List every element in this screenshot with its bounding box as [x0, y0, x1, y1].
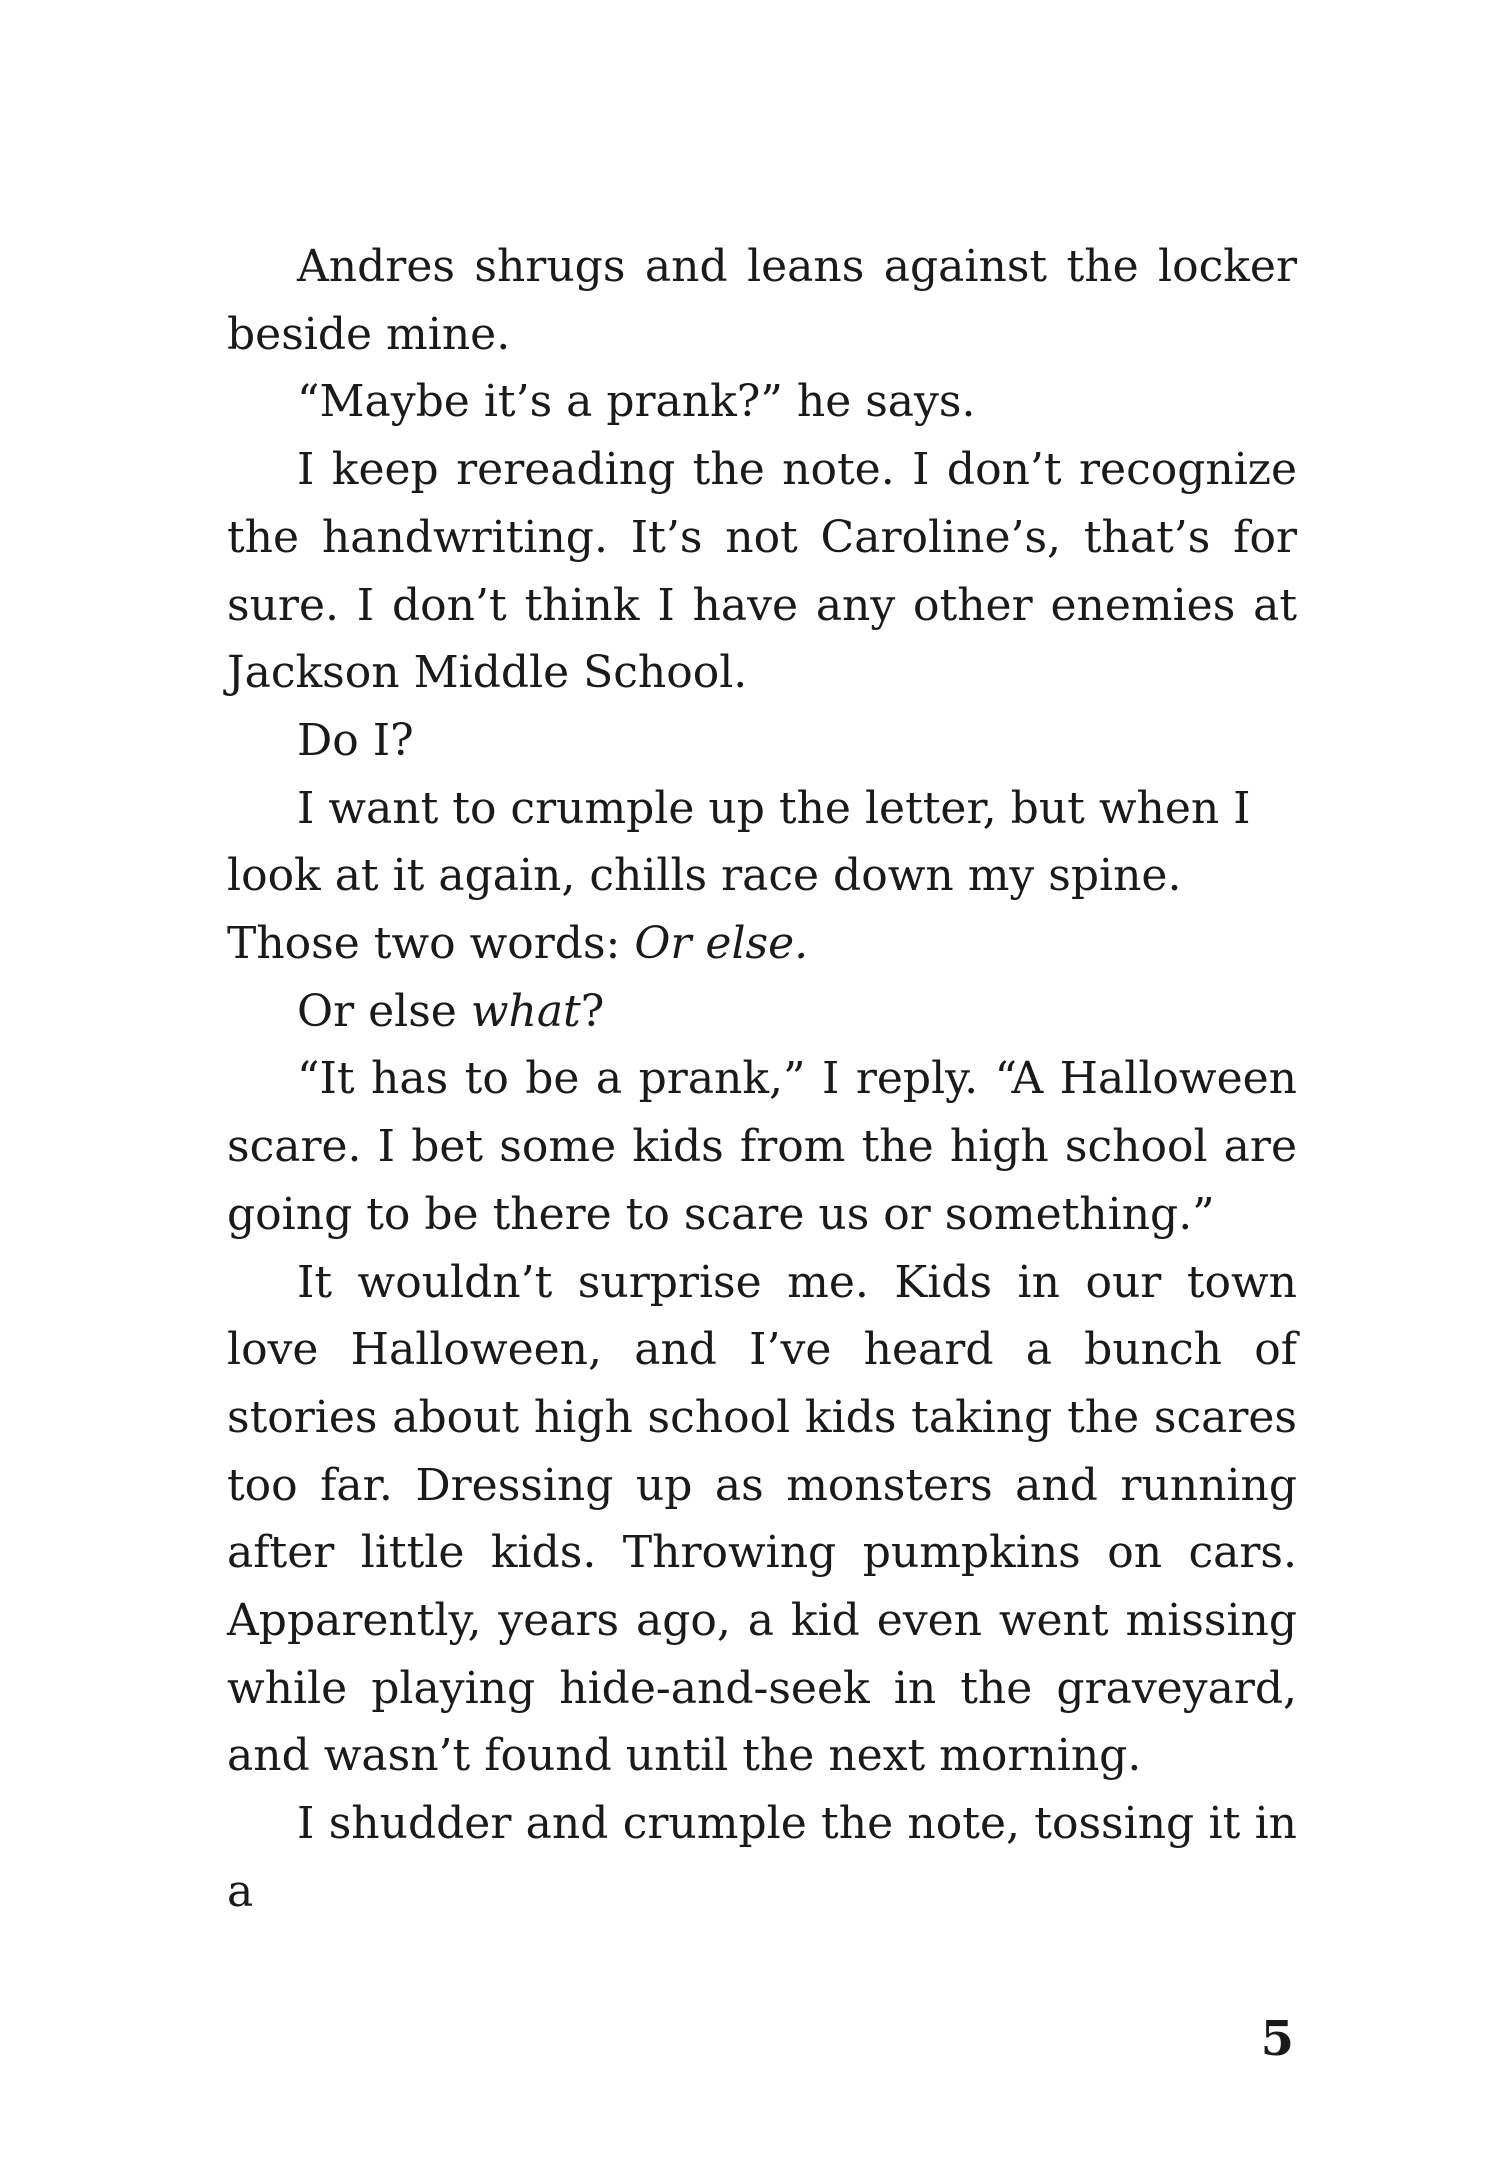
- paragraph-5-italic: Or else.: [634, 918, 809, 970]
- paragraph-6-tail: ?: [580, 985, 605, 1037]
- paragraph-3: I keep rereading the note. I don’t recognize the handwriting. It’s not Caroline’s, that’s for sure. I don’t think I have any other enemies at Jackson Middle School.: [227, 444, 1297, 699]
- paragraph-6-text: Or else: [297, 985, 471, 1037]
- page-number: 5: [1260, 2011, 1294, 2067]
- paragraph-6: [227, 978, 1297, 1046]
- paragraph-1: Andres shrugs and leans against the locker beside mine.: [227, 241, 1297, 360]
- paragraph-4: Do I?: [297, 714, 414, 766]
- paragraph-5-text: I want to crumple up the letter, but when I look at it again, chills race down my spine. Those two words:: [227, 782, 1251, 970]
- paragraph-7: “It has to be a prank,” I reply. “A Halloween scare. I bet some kids from the high school are going to be there to scare us or something.”: [227, 1053, 1297, 1240]
- paragraph-8: It wouldn’t surprise me. Kids in our town love Halloween, and I’ve heard a bunch of stories about high school kids taking the scares too far. Dressing up as monsters and running after little kids. Throwing pumpkins on cars. Apparently, years ago, a kid even went missing while playing hide-and-seek in the graveyard, and wasn’t found until the next morning.: [227, 1256, 1297, 1782]
- paragraph-9: I shudder and crumple the note, tossing it in a: [227, 1798, 1297, 1917]
- body-text: [227, 233, 1297, 1926]
- paragraph-6-italic: what: [470, 985, 581, 1037]
- paragraph-5: [227, 775, 1297, 978]
- paragraph-2: “Maybe it’s a prank?” he says.: [297, 376, 976, 428]
